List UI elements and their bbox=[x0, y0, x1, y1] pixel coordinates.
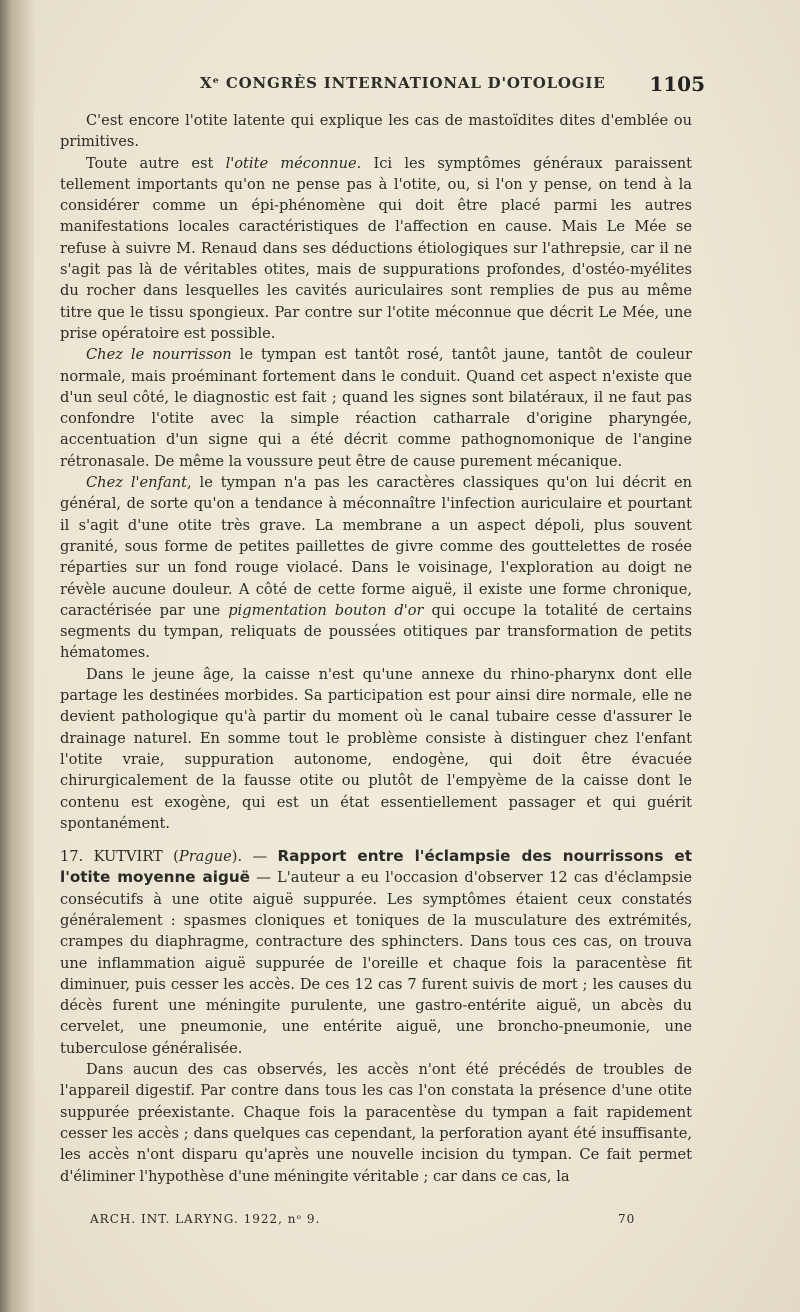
italic-text: Chez le nourrisson bbox=[86, 346, 232, 364]
paragraph bbox=[60, 110, 692, 153]
paragraph bbox=[60, 472, 692, 664]
text-run: 17. KUTVIRT ( bbox=[60, 848, 179, 866]
page-header bbox=[0, 72, 800, 100]
signature-mark: 70 bbox=[618, 1212, 636, 1226]
italic-text: Chez l'enfant bbox=[86, 474, 187, 492]
italic-text: Prague bbox=[178, 848, 232, 866]
paragraph bbox=[60, 153, 692, 345]
text-run: — L'auteur a eu l'occasion d'observer 12 cas d'éclampsie consécutifs à une otite aiguë suppurée. Les symptômes étaient ceux constatés généralement : spasmes cloniques et toniques de la musculature des extrémités, crampes du diaphragme, contracture des sphincters. Dans tous ces cas, on trouva une inflammation aiguë suppurée de l'oreille et chaque fois la paracentèse fit diminuer, puis cesser les accès. De ces 12 cas 7 furent suivis de mort ; les causes du décès furent une méningite purulente, une gastro-entérite aiguë, un abcès du cervelet, une pneumonie, une entérite aiguë, une broncho-pneumonie, une tuberculose généralisée. bbox=[60, 869, 692, 1057]
paragraph bbox=[60, 344, 692, 472]
text-run: C'est encore l'otite latente qui explique les cas de mastoïdites dites d'emblée ou primitives. bbox=[60, 112, 692, 151]
page-footer bbox=[0, 1212, 800, 1232]
paragraph bbox=[60, 664, 692, 834]
text-run: qui occupe la totalité de certains segments du tympan, reliquats de poussées otitiques par transformation de petits hématomes. bbox=[60, 601, 692, 662]
journal-citation: ARCH. INT. LARYNG. 1922, nᵒ 9. bbox=[90, 1212, 321, 1226]
article-paragraph bbox=[60, 846, 692, 1059]
running-title: Xᵉ CONGRÈS INTERNATIONAL D'OTOLOGIE bbox=[200, 74, 606, 92]
text-run: , le tympan n'a pas les caractères classiques qu'on lui décrit en général, de sorte qu'on a tendance à méconnaître l'infection auriculaire et pourtant il s'agit d'une otite très grave. La membrane a un aspect dépoli, plus souvent granité, sous forme de petites paillettes de givre comme des gouttelettes de rosée réparties sur un fond rouge violacé. Dans le voisinage, l'exploration au doigt ne révèle aucune douleur. A côté de cette forme aiguë, il existe une forme chronique, caractérisée par une bbox=[60, 474, 692, 619]
text-run: Dans aucun des cas observés, les accès n'ont été précédés de troubles de l'appareil digestif. Par contre dans tous les cas l'on constata la présence d'une otite suppurée préexistante. Chaque fois la paracentèse du tympan a fait rapidement cesser les accès ; dans quelques cas cependant, la perforation ayant été insuffisante, les accès n'ont disparu qu'après une nouvelle incision du tympan. Ce fait permet d'éliminer l'hypothèse d'une méningite véritable ; car dans ce cas, la bbox=[60, 1061, 692, 1185]
paragraph bbox=[60, 1059, 692, 1187]
italic-text: pigmentation bouton d'or bbox=[228, 601, 424, 619]
text-run: le tympan est tantôt rosé, tantôt jaune, tantôt de couleur normale, mais proéminant fortement dans le conduit. Quand cet aspect n'existe que d'un seul côté, le diagnostic est fait ; quand les signes sont bilatéraux, il ne faut pas confondre l'otite avec la simple réaction catharrale d'origine pharyngée, accentuation d'un signe qui a été décrit comme pathognomonique de l'angine rétronasale. De même la voussure peut être de cause purement mécanique. bbox=[60, 346, 692, 470]
body-text bbox=[60, 110, 692, 1187]
page-number: 1105 bbox=[649, 72, 705, 96]
book-spine-shadow bbox=[0, 0, 34, 1312]
text-run: Toute autre est bbox=[86, 154, 226, 172]
text-run: Dans le jeune âge, la caisse n'est qu'une annexe du rhino-pharynx dont elle partage les destinées morbides. Sa participation est pour ainsi dire normale, elle ne devient pathologique qu'à partir du moment où le canal tubaire cesse d'assurer le drainage naturel. En somme tout le problème consiste à distinguer chez l'enfant l'otite vraie, suppuration autonome, endogène, qui doit être évacuée chirurgicalement de la fausse otite ou plutôt de l'empyème de la caisse dont le contenu est exogène, qui est un état essentiellement passager et qui guérit spontanément. bbox=[60, 665, 692, 832]
article-title: Rapport entre l'éclampsie des nourrissons et l'otite moyenne aiguë bbox=[60, 847, 692, 887]
text-run: . Ici les symptômes généraux paraissent tellement importants qu'on ne pense pas à l'otite, ou, si l'on y pense, on tend à la considérer comme un épi-phénomène qui doit être placé parmi les autres manifestations locales caractéristiques de l'affection en cause. Mais Le Mée se refuse à suivre M. Renaud dans ses déductions étiologiques sur l'athrepsie, car il ne s'agit pas là de véritables otites, mais de suppurations profondes, d'ostéo-myélites du rocher dans lesquelles les cavités auriculaires sont remplies de pus au même titre que le tissu spongieux. Par contre sur l'otite méconnue que décrit Le Mée, une prise opératoire est possible. bbox=[60, 154, 692, 342]
italic-text: l'otite méconnue bbox=[225, 154, 357, 172]
text-run: ). — bbox=[231, 848, 278, 866]
